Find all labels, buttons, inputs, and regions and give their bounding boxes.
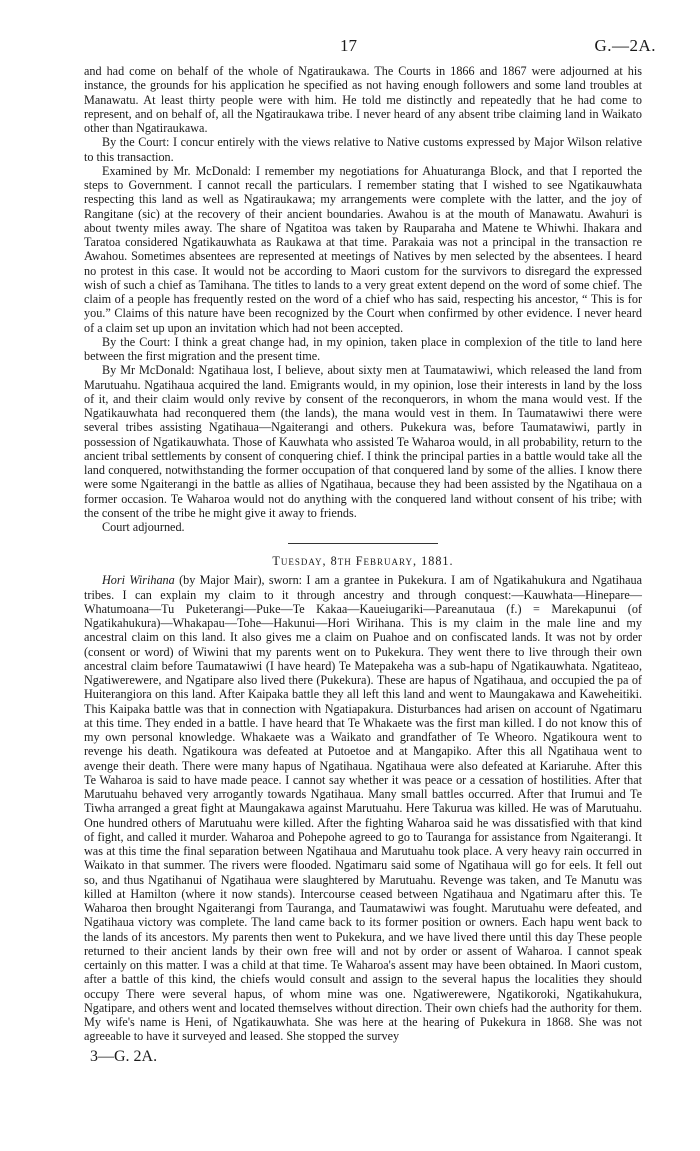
date-heading: Tuesday, 8th February, 1881. <box>272 554 454 569</box>
section-divider <box>288 543 438 544</box>
paragraph: and had come on behalf of the whole of Ngatiraukawa. The Courts in 1866 and 1867 were adjourned at his instance, the grounds for his application he specified as not having enough followers and some land troubles at Manawatu. At least thirty people were with him. He told me distinctly and repeatedly that he had come to represent, and on behalf of, all the Ngatiraukawa tribe. I never heard of any absent tribe claiming land in Waikato other than Ngatiraukawa. <box>84 64 642 135</box>
paragraph: By the Court: I concur entirely with the views relative to Native customs expressed by Major Wilson relative to this transaction. <box>84 135 642 164</box>
page-header <box>84 36 656 64</box>
paragraph: By Mr McDonald: Ngatihaua lost, I believe, about sixty men at Taumatawiwi, which released the land from Marutuahu. Ngatihaua acquired the land. Emigrants would, in my opinion, lose their interests in land by the loss of it, and their claim would only revive by consent of the reconquerors, in whom the mana would vest. If the Ngatikauwhata had reconquered them (the lands), the mana would vest in them. In Taumatawiwi there were several tribes assisting Ngatihaua—Ngaiterangi and others. Pukekura was, before Taumatawiwi, partly in possession of Ngatikauwhata. Those of Kauwhata who assisted Te Waharoa would, in all probability, return to the ancient tribal settlements by consent of conquering chief. I think the principal parties in a battle would take all the land conquered, notwithstanding the former occupation of that conquered land by some of the allies. I know there were some Ngaiterangi in the battle as allies of Ngatihaua, because they had been assisted by the Ngatihaua on a former occasion. Te Waharoa would not do anything with the conquered land without consent of his tribe; with the consent of the tribe he might give it away to friends. <box>84 363 642 520</box>
paragraph: By the Court: I think a great change had, in my opinion, taken place in complexion of the title to land here between the first migration and the present time. <box>84 334 642 363</box>
testimony-paragraph <box>84 573 642 1043</box>
paragraph: Examined by Mr. McDonald: I remember my negotiations for Ahuaturanga Block, and that I reported the steps to Government. I cannot recall the particulars. I remember stating that I wished to see Ngatikauwhata respecting this land as well as Ngatiraukawa; my arrangements were complete with the latter, and the joy of Rangitane (sic) at the recovery of their ancient boundaries. Awahou is at the mouth of Manawatu. Awahuri is about twenty miles away. The share of Ngatitoa was taken by Rauparaha and Matene te Whiwhi. Ihakara and Taratoa considered Ngatikauwhata as Raukawa at that time. Parakaia was not a principal in the transaction re Awahou. Sometimes absentees are represented at meetings of Natives by men selected by the absentees. I heard no protest in this case. It would not be according to Maori custom for the survivors to disregard the expressed wish of such a chief as Tamihana. The titles to lands to a very great extent depend on the word of some chief. The claim of a people has frequently rested on the word of a chief who has said, respecting his ancestor, “ This is for you.” Claims of this nature have been recognized by the Court when confirmed by other evidence. I never heard of a claim set up upon an invitation which had not been accepted. <box>84 163 642 335</box>
page-number: 17 <box>340 36 357 55</box>
body-text <box>84 64 642 1044</box>
document-reference: G.—2A. <box>594 36 656 55</box>
testimony-text: (by Major Mair), sworn: I am a grantee in Pukekura. I am of Ngatikahukura and Ngatihaua tribes. I can explain my claim to it through ancestry and through conquest:—Kauwhata—Hinepare—Whatumoana—Tu Puketerangi—Puke—Te Kakaa—Kaueiugariki—Pareanutaua (f.) = Marekapunui (of Ngatikahukura)—Whakapau—Tohe—Hakunui—Hori Wirihana. This is my claim in the male line and my ancestral claim on this land. It also gives me a claim on Puahoe and on confiscated lands. It was not by order (consent or word) of Wiwini that my parents went on to Pukekura. They went there to live through their own ancestral claim before Taumatawiwi (I have heard) Te Matepakeha was a sub-hapu of Ngatikauwhata. Ngatiteao, Ngatiwerewere, and Ngatipare also lived there (Pukekura). These are hapus of Ngatihaua, and occupied the pa of Huiterangiora on this land. After Kaipaka battle they all left this land and went to Maungakawa and Kaweheitiki. This Kaipaka battle was that in connection with Ngatiapakura. Disturbances had arisen on account of Ngatimaru at this time. They ended in a battle. I have heard that Te Whakaete was the first man killed. I do not know this of my own personal knowledge. Whakaete was a Waikato and grandfather of Te Wheoro. Ngatikoura went to revenge his death. Ngatikoura was defeated at Putoetoe and at Mangapiko. After this all Ngatihaua went to avenge their death. There were many hapus of Ngatihaua. Ngatihaua were also defeated at Kariaruhe. After this Te Waharoa is said to have made peace. I cannot say whether it was peace or a cessation of hostilities. After that Marutuahu behaved very arrogantly towards Ngatihaua. Many small battles occurred. After that Irumui and Te Tiwha arranged a great fight at Maungakawa against Marutuahu. Here Takurua was killed. He was of Marutuahu. One hundred others of Marutuahu were killed. After the fighting Waharoa said he was dissatisfied with that kind of fight, and called it murder. Waharoa and Pohepohe agreed to go to Tauranga for assistance from Ngaiterangi. It was at this time the final separation between Ngatihaua and Marutuahu took place. A very heavy rain occurred in Waikato in that summer. The rivers were flooded. Ngatimaru said some of Ngatihaua will go for eels. It fell out so, and thus Ngatihanui of Ngatihaua were slaughtered by Marutuahu. Revenge was taken, and Te Manutu was killed at Hamilton (where it now stands). Intercourse ceased between Ngatihaua and Ngatimaru after this. Te Waharoa then brought Ngaiterangi from Tauranga, and Taumatawiwi was fought. Marutuahu were defeated, and Ngatihaua victory was complete. The land came back to its former position or owners. Each hapu went back to the lands of its ancestors. My parents then went to Pukekura, and we have lived there until this day These people returned to their ancient lands by their own free will and not by order or assent of Waharoa. I cannot speak certainly on this matter. I was a child at that time. Te Waharoa's assent may have been obtained. In Maori custom, after a battle of this kind, the chiefs would consult and assign to the several hapus the localities they should occupy There were several hapus, of whom mine was one. Ngatiwerewere, Ngatikoroki, Ngatikahukura, Ngatipare, and others went and located themselves without direction. Their own chiefs had the authority for them. My wife's name is Heni, of Ngatikauwhata. She was here at the hearing of Pukekura in 1868. She was not agreeable to have it surveyed and leased. She stopped the survey <box>84 573 642 1044</box>
witness-name: Hori Wirihana <box>102 573 175 588</box>
court-adjourned: Court adjourned. <box>102 520 185 534</box>
footer-signature: 3—G. 2A. <box>90 1047 158 1065</box>
